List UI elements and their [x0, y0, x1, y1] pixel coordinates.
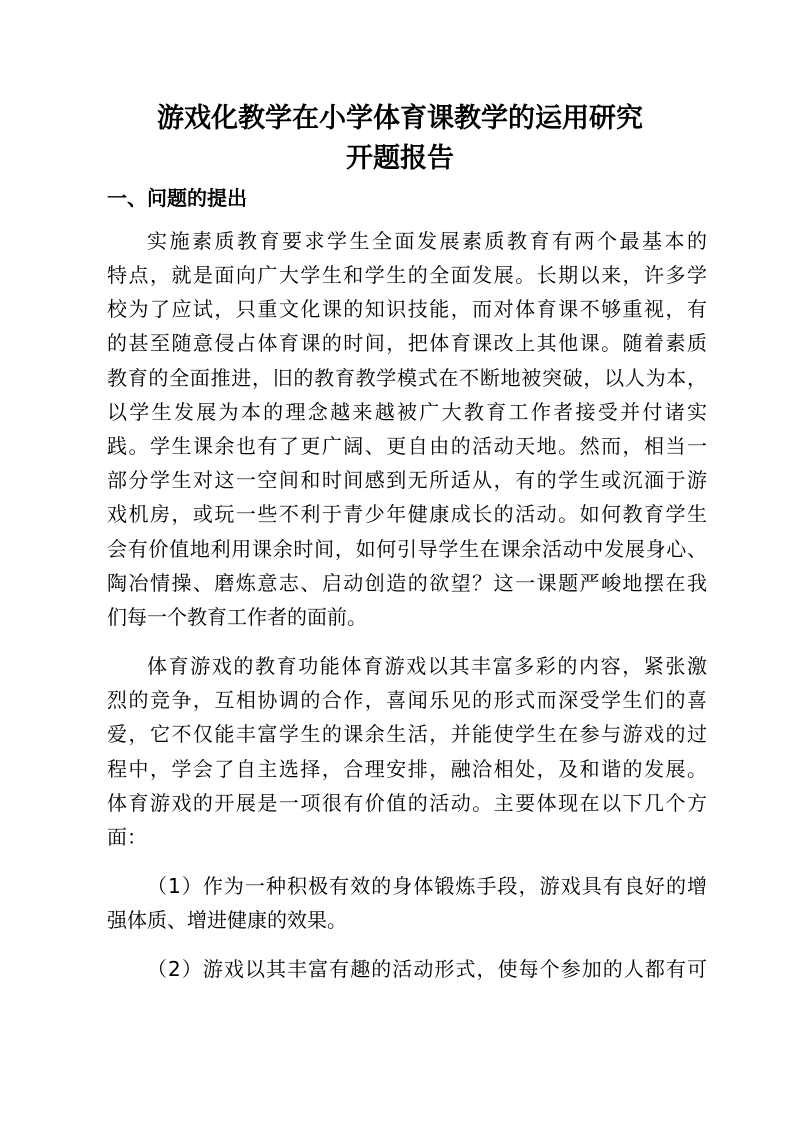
text-line: 体育游戏的开展是一项很有价值的活动。主要体现在以下几个方 [107, 791, 707, 815]
text-line: 校为了应试，只重文化课的知识技能，而对体育课不够重视，有 [107, 297, 707, 321]
text-line: 面： [107, 825, 147, 849]
text-line: 践。学生课余也有了更广阔、更自由的活动天地。然而，相当一 [107, 434, 707, 458]
text-line: 以学生发展为本的理念越来越被广大教育工作者接受并付诸实 [107, 400, 707, 424]
text-line: 烈的竞争，互相协调的合作，喜闻乐见的形式而深受学生们的喜 [107, 688, 707, 712]
text-line: 体育游戏的教育功能体育游戏以其丰富多彩的内容，紧张激 [147, 654, 707, 678]
list-item-text: 强体质、增进健康的效果。 [107, 908, 347, 932]
text-line: 戏机房，或玩一些不利于青少年健康成长的活动。如何教育学生 [107, 502, 707, 526]
text-line: 的甚至随意侵占体育课的时间，把体育课改上其他课。随着素质 [107, 331, 707, 355]
text-line: 会有价值地利用课余时间，如何引导学生在课余活动中发展身心、 [107, 537, 707, 561]
text-line: 实施素质教育要求学生全面发展素质教育有两个最基本的 [147, 229, 707, 253]
text-line: 陶冶情操、磨炼意志、启动创造的欲望？这一课题严峻地摆在我 [107, 571, 707, 595]
section-heading: 一、问题的提出 [107, 186, 247, 210]
list-item-text: （1）作为一种积极有效的身体锻炼手段，游戏具有良好的增 [147, 874, 707, 898]
text-line: 们每一个教育工作者的面前。 [107, 605, 367, 629]
document-subtitle: 开题报告 [346, 143, 454, 174]
text-line: 程中，学会了自主选择，合理安排，融洽相处，及和谐的发展。 [107, 757, 707, 781]
text-line: 教育的全面推进，旧的教育教学模式在不断地被突破，以人为本， [107, 366, 707, 390]
document-title: 游戏化教学在小学体育课教学的运用研究 [157, 103, 643, 134]
text-line: 特点，就是面向广大学生和学生的全面发展。长期以来，许多学 [107, 263, 707, 287]
text-line: 部分学生对这一空间和时间感到无所适从，有的学生或沉湎于游 [107, 468, 707, 492]
text-line: 爱，它不仅能丰富学生的课余生活，并能使学生在参与游戏的过 [107, 722, 707, 746]
list-item-text: （2）游戏以其丰富有趣的活动形式，使每个参加的人都有可 [147, 957, 707, 981]
